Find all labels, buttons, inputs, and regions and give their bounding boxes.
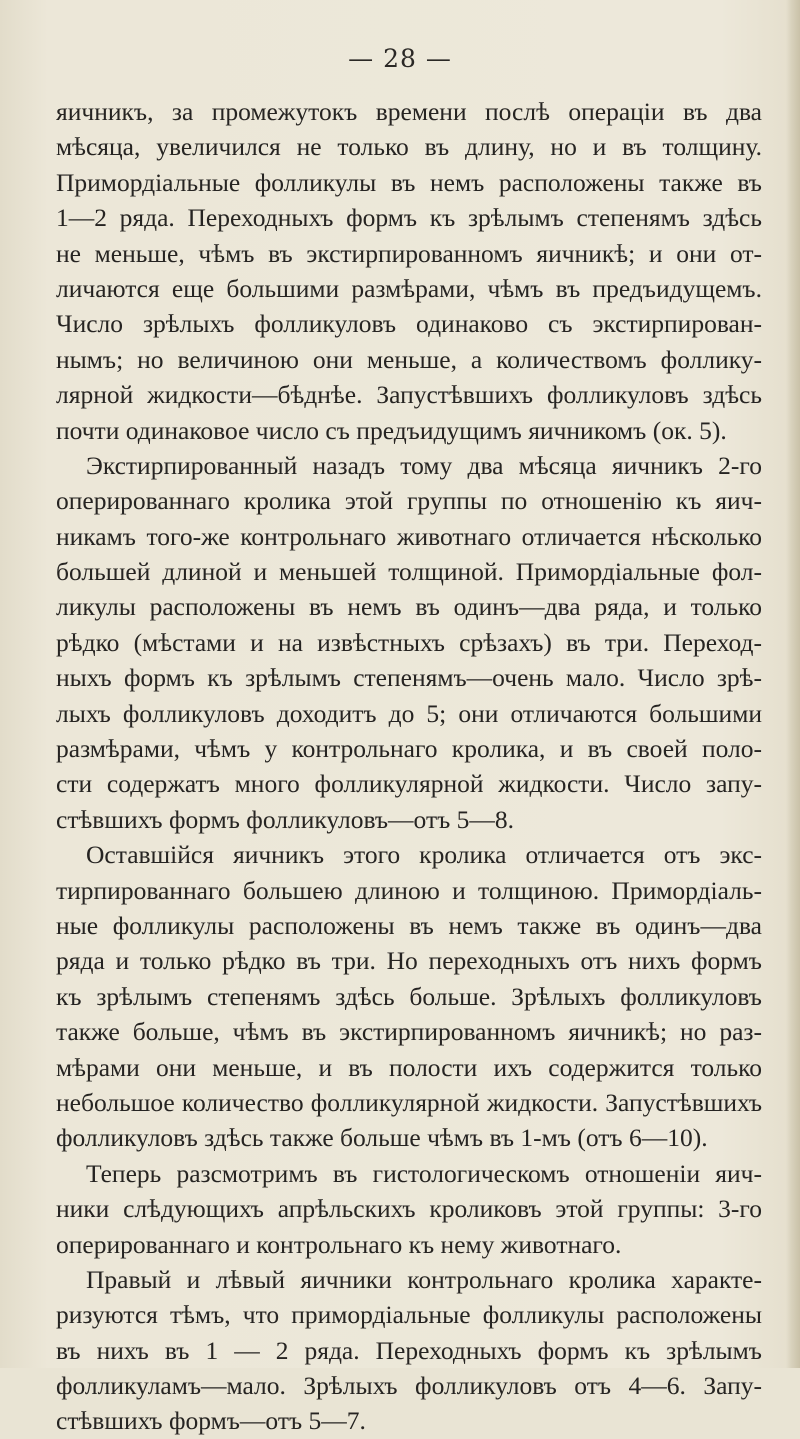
text-line: яичникъ, за промежутокъ времени послѣ операціи въ два [56,97,762,126]
text-line: размѣрами, чѣмъ у контрольнаго кролика, и въ своей поло- [56,734,762,764]
text-line: стѣвшихъ формъ—отъ 5—7. [56,1406,366,1436]
text-line: Экстирпированный назадъ тому два мѣсяца яичникъ 2-го [86,450,762,480]
text-line: ники слѣдующихъ апрѣльскихъ кроликовъ этой группы: 3-го [56,1194,762,1224]
text-line: также больше, чѣмъ въ экстирпированномъ яичникѣ; но раз- [56,1017,762,1047]
text-line: лярной жидкости—бѣднѣе. Запустѣвшихъ фолликуловъ здѣсь [56,380,762,410]
text-line: почти одинаковое число съ предъидущимъ яичникомъ (ок. 5). [56,415,727,445]
text-line: не меньше, чѣмъ въ экстирпированномъ яичникѣ; и они от- [56,238,762,268]
text-line: къ зрѣлымъ степенямъ здѣсь больше. Зрѣлыхъ фолликуловъ [56,981,762,1011]
text-line: оперированнаго кролика этой группы по отношенію къ яич- [56,486,762,516]
text-line: Число зрѣлыхъ фолликуловъ одинаково съ экстирпирован- [56,309,762,339]
text-line: ризуются тѣмъ, что примордіальные фолликулы расположены [56,1300,762,1330]
text-line: мѣрами они меньше, и въ полости ихъ содержится только [56,1052,762,1082]
text-line: нымъ; но величиною они меньше, а количествомъ фоллику- [56,344,762,374]
text-line: тирпированнаго большею длиною и толщиною. Примордіаль- [56,875,762,905]
text-line: ныхъ формъ къ зрѣлымъ степенямъ—очень мало. Число зрѣ- [56,663,762,693]
text-line: въ нихъ въ 1 — 2 ряда. Переходныхъ формъ къ зрѣлымъ [56,1335,762,1365]
text-line: личаются еще большими размѣрами, чѣмъ въ предъидущемъ. [56,273,762,303]
text-line: стѣвшихъ формъ фолликуловъ—отъ 5—8. [56,804,515,834]
text-line: ные фолликулы расположены въ немъ также въ одинъ—два [56,910,762,940]
text-line: никамъ того-же контрольнаго животнаго отличается нѣсколько [56,521,762,551]
text-line: Оставшійся яичникъ этого кролика отличается отъ экс- [86,840,762,870]
page-edge-shadow [786,0,800,1368]
text-line: 1—2 ряда. Переходныхъ формъ къ зрѣлымъ степенямъ здѣсь [56,203,762,233]
text-line: ликулы расположены въ немъ въ одинъ—два ряда, и только [56,592,762,622]
text-line: небольшое количество фолликулярной жидкости. Запустѣвшихъ [56,1087,762,1117]
text-line: рѣдко (мѣстами и на извѣстныхъ срѣзахъ) въ три. Переход- [56,627,762,657]
text-line: ряда и только рѣдко въ три. Но переходныхъ отъ нихъ формъ [56,946,762,976]
text-line: Правый и лѣвый яичники контрольнаго кролика характе- [86,1264,762,1294]
text-line: большей длиной и меньшей толщиной. Примордіальные фол- [56,557,762,587]
text-line: сти содержатъ много фолликулярной жидкости. Число запу- [56,769,762,799]
page-number: — 28 — [348,44,452,73]
text-line: фолликуламъ—мало. Зрѣлыхъ фолликуловъ отъ 4—6. Запу- [56,1371,762,1401]
text-line: мѣсяца, увеличился не только въ длину, но и въ толщину. [56,132,762,162]
text-line: лыхъ фолликуловъ доходитъ до 5; они отличаются большими [56,698,762,728]
text-line: оперированнаго и контрольнаго къ нему животнаго. [56,1229,622,1259]
text-line: Примордіальные фолликулы въ немъ расположены также въ [56,167,762,197]
body-text [56,94,762,1439]
text-line: фолликуловъ здѣсь также больше чѣмъ въ 1-мъ (отъ 6—10). [56,1123,708,1153]
text-line: Теперь разсмотримъ въ гистологическомъ отношеніи яич- [86,1158,762,1188]
